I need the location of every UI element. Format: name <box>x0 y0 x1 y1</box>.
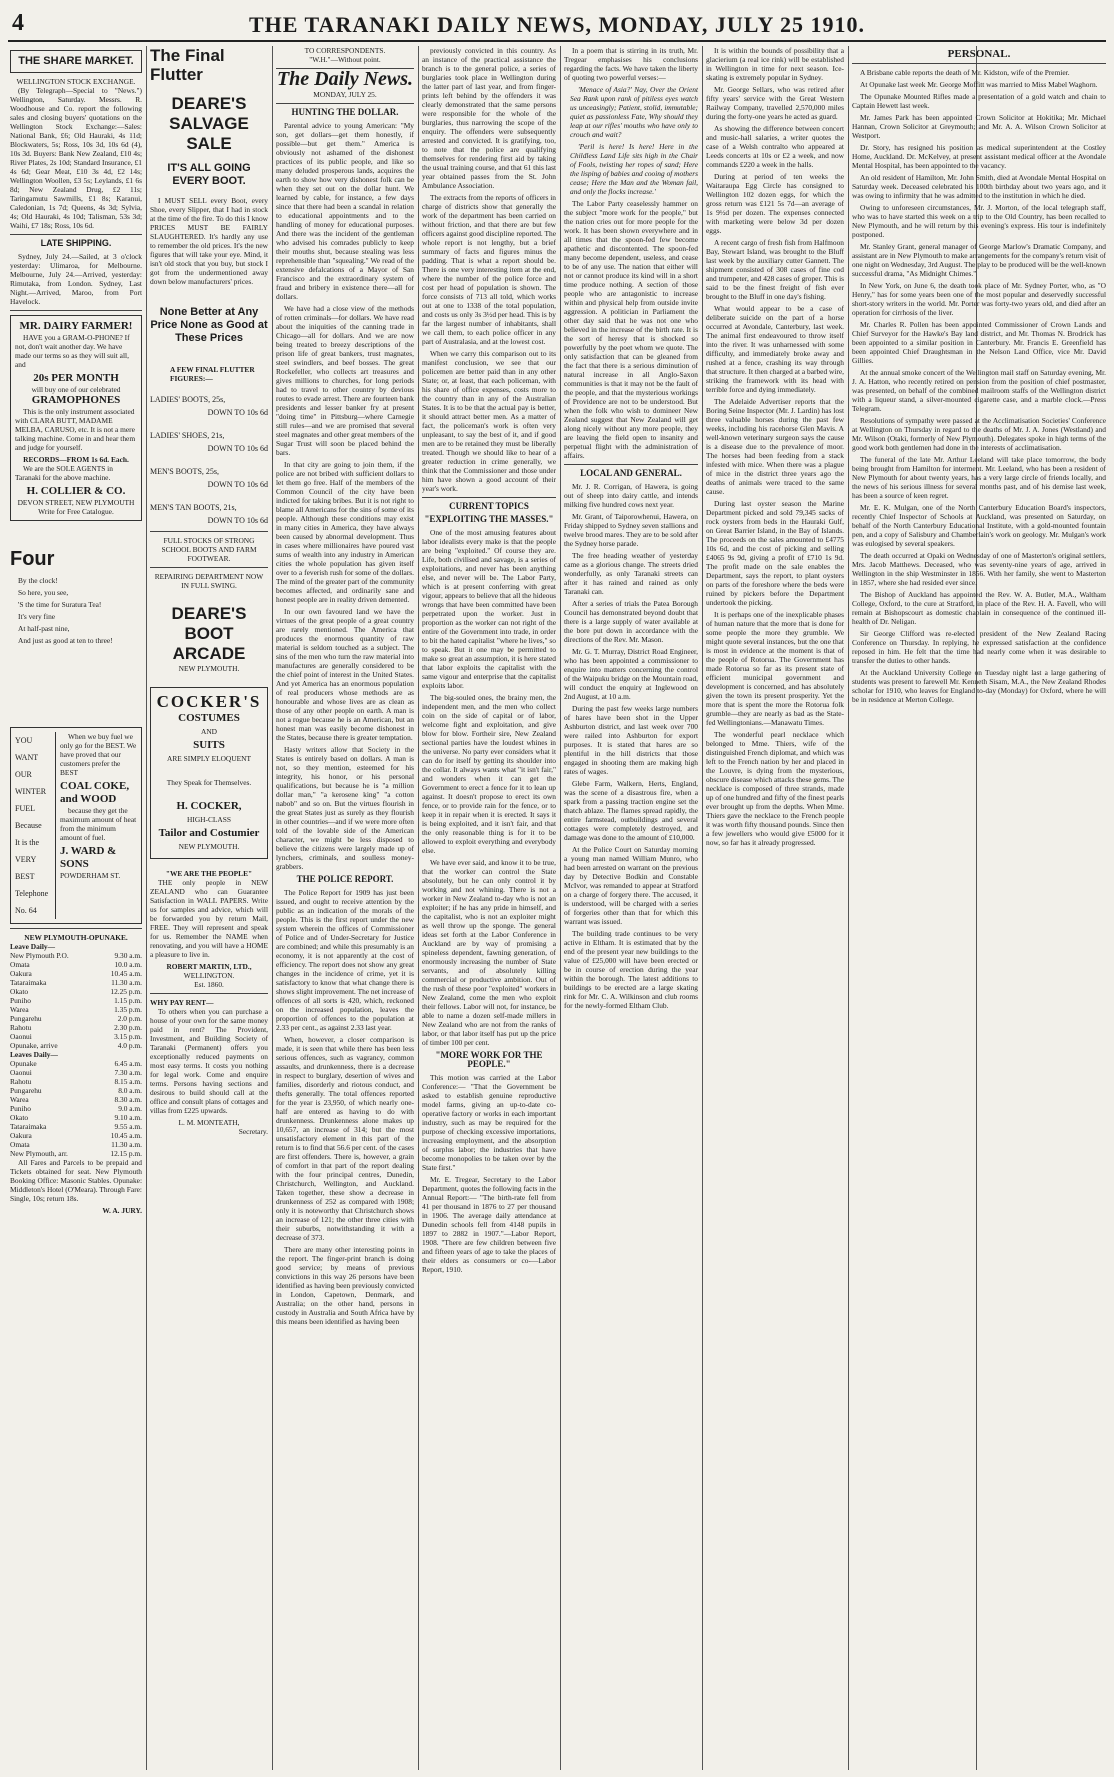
timetable-time: 1.35 p.m. <box>114 1005 142 1014</box>
column-rule <box>702 46 703 1770</box>
late-shipping-text: Sydney, July 24.—Sailed, at 3 o'clock yesterday: Ulimaroa, for Melbourne. Melbourne, July 24.—Arrived, yesterday: Rimutaka, from London. Sydney, Last Night.—Arrived, Maroo, from Port Havelock. <box>10 252 142 306</box>
dairy-text-2: will buy one of our celebrated <box>31 385 121 394</box>
fuel-word: VERY <box>15 855 37 864</box>
timetable-stop: Okato <box>10 987 29 996</box>
news-item: Owing to unforeseen circumstances, Mr. J. Morton, of the local telegraph staff, who was to have started this week on a trip to the Old Country, has been recalled to New Plymouth, and he will return by this evening's express. His tour is indefinitely postponed. <box>852 203 1106 239</box>
four-verse <box>18 575 142 647</box>
personal-heading: PERSONAL. <box>947 48 1011 60</box>
article-paragraph: The Labor Party ceaselessly hammer on the subject "more work for the people," but the nation cries out for more people for the work. It has been shown everywhere and in all times that the spoon-fed few become apathetic and discontented. The spoon-fed many become dependent, useless, and cease to be of any use. The nation that either will not or cannot produce its kind will in a short time produce nothing. A section of those people who are antagonistic to increase within and physical help from outside invite aggression. A politician in Parliament the other day said that he was not one who believed in the increase of the birth rate. It is the sort of heresy that is shocked so powerfully by the poet whom we quote. The only satisfaction that can be gleaned from the fact that there is a serious diminution of natural increase in all Anglo-Saxon communities is that it may not be the fault of the people, and that the mysterious workings of Providence are not to be understood. But when the folk who wish to domineer New Zealand suggest that New Zealand will get along nicely without any more people, they are leaving the field open to insanity and perpetual flight with the administration of affairs. <box>564 199 698 460</box>
timetable-stop: Puniho <box>10 1104 31 1113</box>
hunting-heading: HUNTING THE DOLLAR. <box>291 107 399 117</box>
four-heading: Four <box>10 548 55 570</box>
fuel-right-panel <box>60 732 137 919</box>
news-item: Resolutions of sympathy were passed at the Acclimatisation Societies' Conference at Wellington on Thursday in regard to the deaths of Mr. J. A. Jones (Westland) and Mr. Wilson (Otaki, formerly of New Plymouth). Delegates spoke in high terms of the good work both gentlemen had done in the interests of acclimatisation. <box>852 416 1106 452</box>
correspondents-heading: TO CORRESPONDENTS. <box>304 46 386 55</box>
timetable-time: 1.15 p.m. <box>114 996 142 1005</box>
dairy-text-3: This is the only instrument associated with CLARA BUTT, MADAME MELBA, CARUSO, etc. It is not a mere talking machine. Come in and hear them and judge for yourself. <box>15 407 136 452</box>
article-paragraph: We have had a close view of the methods of rotten criminals—for dollars. We have read about the iniquities of the canning trade in Chicago—all for dollars. And we are now being treated to breezy descriptions of the prison life of great bankers, trust magnates, steel swindlers, and beef bosses. The great Rockefeller, who collects art treasures and gives millions to churches, for long periods had to travel to other country by devious routes to evade arrest. There are fourteen bank presidents and lesser banker fry at present "doing time" in Pittsburg—where Carnegie still rules—and we are promised that several steel magnates and other great members of the Sugar Trust will soon be placed behind the bars. <box>276 304 414 457</box>
timetable-outbound <box>10 951 142 1050</box>
timetable-time: 2.0 p.m. <box>117 1014 142 1023</box>
timetable-stop: Pungarehu <box>10 1086 42 1095</box>
column-7 <box>852 46 1106 1770</box>
news-item: Mr. Charles R. Pollen has been appointed Commissioner of Crown Lands and Chief Surveyor for the Hawke's Bay land district, and Mr. Thomas N. Brodrick has been appointed to a similar position in Canterbury. Mr. Francis E. Greenfield has been appointed Chief Draughtsman in the Nelson Land Office, vice Mr. David Gillies. <box>852 320 1106 365</box>
news-item: An old resident of Hamilton, Mr. John Smith, died at Avondale Mental Hospital on Saturday week. Deceased celebrated his 100th birthday about two years ago, and it was owing to infirmity that he was admitted to the institution in which he died. <box>852 173 1106 200</box>
more-work-heading: "MORE WORK FOR THE PEOPLE." <box>435 1050 543 1069</box>
column-5 <box>564 46 698 1770</box>
column-rule <box>848 46 849 1770</box>
news-item: At the Auckland University College on Tuesday night last a large gathering of students was present to farewell Mr. Kenneth Sisam, M.A., the New Zealand Rhodes scholar for 1910, who leaves for England to-day (Monday) for Oxford, where he will be in residence at Merton College. <box>852 668 1106 704</box>
timetable-time: 8.15 a.m. <box>114 1077 142 1086</box>
fuel-text-2: because they get the maximum amount of heat from the minimum amount of fuel. <box>60 806 137 842</box>
fuel-word: It is the <box>15 838 39 847</box>
verse-line: At half-past nine, <box>18 624 70 633</box>
timetable-time: 7.30 a.m. <box>114 1068 142 1077</box>
fuel-left-panel <box>15 732 56 919</box>
gramophone-ad <box>10 315 142 521</box>
timetable-stop: Rahotu <box>10 1077 32 1086</box>
arcade-location: NEW PLYMOUTH. <box>178 664 240 673</box>
page-number: 4 <box>12 10 24 36</box>
timetable-row <box>10 1059 142 1068</box>
timetable-time: 9.0 a.m. <box>118 1104 142 1113</box>
jury-signature: W. A. JURY. <box>102 1206 142 1215</box>
correspondents-text: "W.H."—Without point. <box>309 55 381 64</box>
news-item: The wonderful pearl necklace which belonged to Mme. Thiers, wife of the distinguished French diplomat, and which was left to the French nation by her and placed in the Louvre, is dying from the mysterious, obscure disease which attacks these gems. The necklace is composed of three strands, made up of one hundred and fifty of the finest pearls ever brought up from the depths. When Mme. Thiers gave the necklace to the French people it was worth fifty thousand pounds. Since then a few jewellers who would give £5000 for it now, so far has it already progressed. <box>706 730 844 847</box>
news-item: Mr. George Sellars, who was retired after fifty years' service with the Great Western Railway Company, travelled 2,570,000 miles during the forty-one years he acted as guard. <box>706 85 844 121</box>
column-4 <box>422 46 556 1770</box>
cocker-suits: SUITS <box>193 739 225 751</box>
ward-name: J. WARD & SONS <box>60 845 117 870</box>
sell-text: I MUST SELL every Boot, every Shoe, every Slipper, that I had in stock at the time of the fire. To do this I know PRICES MUST BE FAIRLY SLAUGHTERED. It's hardly any use to remember the old prices. It's the new figures that will take your eye. Mind, it isn't old stock that you buy, but stock I got from the undermentioned away down below manufacturers' prices. <box>150 196 268 286</box>
timetable-row <box>10 1068 142 1077</box>
repairing: REPAIRING DEPARTMENT NOW IN FULL SWING. <box>154 572 264 590</box>
column-2 <box>150 46 268 1770</box>
article-paragraph: When, however, a closer comparison is made, it is seen that while there has been less serious offences, such as vagrancy, common assaults, and drunkenness, there is a decrease in respect to burglary, desertion of wives and families, disorderly and riotous conduct, and thefts generally. The total offences reported for the year is 23,950, of which nearly one-half are entered as having to do with drunkenness. Drunkenness alone makes up 10,657, an increase of 314; but the most unsatisfactory element in this part of the return is to find that 56.6 per cent. of the cases are first offenders. There is, however, a grain of comfort in that part of the report dealing with the four principal centres, Dunedin, Christchurch, Wellington, and Auckland. Taken together, these show a decrease in drunkenness of 252 as compared with 1908; only it is noteworthy that Christchurch shows an increase of 121; the other three cities with their suburbs, notwithstanding it with a decrease of 373. <box>276 1035 414 1242</box>
few-figures: A FEW FINAL FLUTTER FIGURES:— <box>170 365 255 383</box>
fuel-ad <box>10 727 142 924</box>
fuel-word: Because <box>15 821 42 830</box>
timetable-time: 3.15 p.m. <box>114 1032 142 1041</box>
timetable-stop: Oaonui <box>10 1068 32 1077</box>
news-item: At Opunake last week Mr. George Moffitt was married to Miss Mabel Waghorn. <box>860 80 1098 89</box>
edition-date: MONDAY, JULY 25. <box>313 90 377 99</box>
timetable-row <box>10 1149 142 1158</box>
timetable-row <box>10 1014 142 1023</box>
news-item: During the past few weeks large numbers of hares have been shot in the Upper Ashburton district, and last week over 700 were railed into Ashburton for export purposes. It is stated that hares are so plentiful in the hill districts that those engaged in shooting them are making high rates of wages. <box>564 704 698 776</box>
ward-address: POWDERHAM ST. <box>60 871 121 880</box>
article-paragraph: This motion was carried at the Labor Conference:— "That the Government be asked to establish genuine reproductive model farms, giving an up-to-date co-operative factory or works in each important industry, such as may be required for the purpose of checking excessive importations, increasing employment, and the absorption of surplus labor; the industries that have become monopolies to be taken over by the State first." <box>422 1073 556 1172</box>
cocker-name: H. COCKER, <box>176 800 242 812</box>
fuel-word: No. 64 <box>15 906 37 915</box>
timetable-time: 11.30 a.m. <box>111 1140 142 1149</box>
column-rule <box>418 46 419 1770</box>
collier-catalogue: Write for Free Catalogue. <box>38 507 114 516</box>
martin-name: ROBERT MARTIN, LTD., <box>166 962 252 971</box>
cocker-eloquent: ARE SIMPLY ELOQUENT <box>167 754 251 763</box>
timetable-stop: Okato <box>10 1113 29 1122</box>
news-item: After a series of trials the Patea Borough Council has demonstrated beyond doubt that there is a large supply of water available at the bore put down in accordance with the directions of the Rev. Mr. Mason. <box>564 599 698 644</box>
verse-line: By the clock! <box>18 576 58 585</box>
fuel-word: Telephone <box>15 889 49 898</box>
timetable-row <box>10 1041 142 1050</box>
price-item: MEN'S BOOTS, 25s, <box>150 467 220 476</box>
column-rule <box>272 46 273 1770</box>
news-item: The free heading weather of yesterday came as a glorious change. The streets dried wonderfully, as only Taranaki streets can after it has rained and rained as only Taranaki can. <box>564 551 698 596</box>
verse-line: So here, you see, <box>18 588 69 597</box>
timetable-time: 2.30 p.m. <box>114 1023 142 1032</box>
paper-title: The Daily News. <box>276 68 414 90</box>
timetable-stop: New Plymouth, arr. <box>10 1149 68 1158</box>
train-footer: All Fares and Parcels to be prepaid and Tickets obtained for seat. New Plymouth Booking Office: Masonic Stables. Opunake: Middleton's Hotel (O'Meara). Through Fare: Single, 10s; return 18s. <box>10 1158 142 1203</box>
poem-verse: 'Menace of Asia?' Nay, Over the Orient Sea Rank upon rank of pitiless eyes watch us unceasingly; Patient, stolid, immutable; quiet as passionless Fate, Why should they leap at our rifles' mouths who have only to crouch and wait? <box>570 85 698 139</box>
article-paragraph: The Police Report for 1909 has just been issued, and ought to receive attention by the public as an indication of the morals of the people. This is the first report under the new system wherein the offices of Commissioner of Police and of Under-Secretary for Justice are combined; and while this presumably is an economy, it is not apparently at the cost of efficiency. The report does not show any great changes in the incidence of crime, yet it is satisfactory to know that what change there is shows slight improvement. The net increase of offences of all sorts is 420, which, reckoned on the increased population, leaves the proportion of offences to the population at 2.33 per cent., as against 2.33 last year. <box>276 888 414 1032</box>
cocker-class: HIGH-CLASS <box>187 815 231 824</box>
train-leave: Leave Daily— <box>10 942 55 951</box>
timetable-stop: Oaonui <box>10 1032 32 1041</box>
article-paragraph: Parental advice to young American: "My son, get dollars—get them honestly, if possible—but get them." America is obviously not ashamed of the dishonest practices of its public people, and like so many deluded prosperous lands, acquires the earth to show how very dishonest folk can be when they set out on the dollar hunt. We learned by cable, for instance, a few days since that there had been a scandal in relation to educational appointments and to the handling of money for educational purposes. And there was the incident of the gentleman who advised his comrades publicly to keep their mouths shut, because stealing was less reprehensible than "squealing." We read of the extensive defalcations of a Mayor of San Francisco and the extraordinary system of fraud and bribery in existence there—all for dollars. <box>276 121 414 301</box>
all-going: IT'S ALL GOING EVERY BOOT. <box>167 162 251 187</box>
timetable-row <box>10 1095 142 1104</box>
train-leave-2: Leaves Daily— <box>10 1050 58 1059</box>
news-item: During at period of ten weeks the Waitaraupa Egg Circle has consigned to Wellington 102 dozen eggs, for which the gross return was £121 5s 7d—an average of 1s 9½d per dozen. The expenses connected with marketing were below 3d per dozen eggs. <box>706 172 844 235</box>
price-value: DOWN TO 10s 6d <box>207 444 268 453</box>
timetable-row <box>10 1104 142 1113</box>
timetable-stop: Tataraimaka <box>10 978 47 987</box>
price-value: DOWN TO 10s 6d <box>207 516 268 525</box>
timetable-row <box>10 960 142 969</box>
fuel-coal: COAL COKE, and WOOD <box>60 780 130 805</box>
column-1 <box>10 46 142 1770</box>
article-paragraph: There are many other interesting points in the report. The finger-print branch is doing good service; by means of previous convictions in this way 26 persons have been identified as having been previously convicted in London, Capetown, Denmark, and Australia; on the other hand, persons in custody in Australia and South Africa have by this means been identified as having been <box>276 1245 414 1326</box>
article-paragraph: The big-souled ones, the brainy men, the independent men, and the men who collect coin on the side of capital or of labor, welcome fight and exploitation, and give blow for blow. Fortheir sire, New Zealand sectional parties have the loudest whines in the universe. No party ever considers what it can do for itself by getting its shoulder into the collar. It always wants what "it isn't fair," and wonders when it can get the Government to erect a fence for it to lean up against. It doesn't propose to erect its own fence, or to provide rain for the fence, or to keep it in repair when it is erected. It says it is being exploited, and it isn't fair, and that the only reasonable thing is for it to be allowed to exploit everything and everybody else. <box>422 693 556 855</box>
timetable-time: 8.0 a.m. <box>118 1086 142 1095</box>
timetable-time: 12.15 p.m. <box>110 1149 142 1158</box>
martin-established: Est. 1860. <box>194 980 224 989</box>
rent-heading: WHY PAY RENT— <box>150 998 214 1007</box>
share-subheading: WELLINGTON STOCK EXCHANGE. <box>16 77 136 86</box>
news-item: Mr. Stanley Grant, general manager of George Marlow's Dramatic Company, and assistant are in New Plymouth to make arrangements for the company's return visit of one night on Wednesday, 3rd August. The play to be produced will be the well-known successful drama, "As Midnight Chimes." <box>852 242 1106 278</box>
timetable-row <box>10 1086 142 1095</box>
timetable-row <box>10 1032 142 1041</box>
news-item: The death occurred at Opaki on Wednesday of one of Masterton's original settlers, Mrs. Jacob Matthews. Deceased, who was seventy-nine years of age, arrived in Wellington in the ship Westminster in 1856. With her family, she went to Masterton in 1857, where she had resided ever since. <box>852 551 1106 587</box>
secretary: Secretary. <box>238 1127 268 1136</box>
news-item: A recent cargo of fresh fish from Halfmoon Bay, Stewart Island, was brought to the Bluff last week by the auxiliary cutter Gannett. The shipment consisted of 308 cases of fine cod and trumpeter, and 428 cases of groper. This is said to be the finest freight of fish ever brought to the Bluff in one day's fishing. <box>706 238 844 301</box>
sole-agents: We are the SOLE AGENTS in Taranaki for the above machine. <box>15 464 113 482</box>
local-general-heading: LOCAL AND GENERAL. <box>580 468 682 478</box>
timetable-stop: Warea <box>10 1005 29 1014</box>
masthead <box>8 10 1106 42</box>
price-value: DOWN TO 10s 6d <box>207 408 268 417</box>
price-item: LADIES' SHOES, 21s, <box>150 431 225 440</box>
news-item: At the annual smoke concert of the Wellington mail staff on Saturday evening, Mr. J. A. Hatton, who recently retired on pension from the position of chief postmaster, was presented, on behalf of the combined mailroom staffs of the Wellington district with a liqueur stand, a silver-mounted cigarette case, and a marble clock.—Press Telegram. <box>852 368 1106 413</box>
timetable-row <box>10 1005 142 1014</box>
timetable-stop: Omata <box>10 960 30 969</box>
news-item: As showing the difference between concert and music-hall salaries, a writer quotes the case of a Welsh contralto who appeared at Leeds concerts at 10s or £2 a week, and now commands £220 a week in the halls. <box>706 124 844 169</box>
article-paragraph: previously convicted in this country. As an instance of the practical assistance the branch is to the general police, a series of burglaries took place in Wellington during the latter part of last year, and from finger-prints left behind by the offenders it was clearly demonstrated that the same persons were responsible for the whole of the burglaries, thus narrowing the scope of the enquiry. The offenders were subsequently arrested and convicted. It is gratifying, too, to note that the police are qualifying themselves for rendering first aid by taking the usual training course, and that 61 this last year obtained passes from the St. John Ambulance Association. <box>422 46 556 190</box>
full-stocks: FULL STOCKS OF STRONG SCHOOL BOOTS AND FARM FOOTWEAR. <box>161 536 257 563</box>
rent-text: To others when you can purchase a house of your own for the same money paid in rent? The Provident, Investment, and Building Society of Taranaki (Permanent) offers you exceptionally reduced payments on most easy terms. It costs you nothing for legal work. Come and enquire terms. Persons having sections and desirous to build should call at the office and consult plans of cottages and villas from £225 upwards. <box>150 1007 268 1115</box>
news-item: Sir George Clifford was re-elected president of the New Zealand Racing Conference on Thursday. In replying, he expressed satisfaction at the confidence reposed in him. He felt that the time had nearly come when it was desirable to transfer the duties to other hands. <box>852 629 1106 665</box>
exploit-heading: "EXPLOITING THE MASSES." <box>424 514 554 524</box>
cocker-ad <box>150 687 268 859</box>
article-paragraph: One of the most amusing features about labor idealists every make is that the people are being "exploited." Of course they are. Life, both civilised and savage, is a series of exploitations, and never has been anything else, and never will be. The Labor Party, which is at present conferring with great vigour, appears to believe that all the hideous wrongs that have been committed have been perpetrated upon the worker. Just in proportion as the worker can not right of the entire of the Government into trade, in order to bit the hated capitalist "where he lives," so to speak. But it one may be permitted to make so great an assumption, it is here stated that labor exploits the capitalist with the same vigour and enterprise that the capitalist exploits labor. <box>422 528 556 690</box>
people-text: THE only people in NEW ZEALAND who can Guarantee Satisfaction in WALL PAPERS. Write us for samples and advice, which will be forwarded you by return Mail, FREE. They will represent and speak for us. Remember the NAME when renovating, and you will have a HOME a pleasure to live in. <box>150 878 268 959</box>
share-market-heading: THE SHARE MARKET. <box>18 55 134 67</box>
news-item: Glebe Farm, Walkern, Herts, England, was the scene of a disastrous fire, when a spark from a passing traction engine set the thatch ablaze. The flames spread rapidly, the entire farmstead, outbuildings and several cottages were completely destroyed, and damage was done to the amount of £10,000. <box>564 779 698 842</box>
article-paragraph: Mr. E. Tregear, Secretary to the Labor Department, quotes the following facts in the Annual Report:— "The birth-rate fell from 41 per thousand in 1876 to 27 per thousand in 1906. The average daily attendance at Dunedin schools fell from 4148 pupils in 1897 to 2882 in 1907."—Labor Report, 1908. "There are few children between five and fifteen years of age to take the places of their elders as consumers or co-—Labor Report, 1910. <box>422 1175 556 1274</box>
news-item: The building trade continues to be very active in Eltham. It is estimated that by the end of the present year new buildings to the value of £25,000 will have been erected or be in course of erection during the year within the borough. The latest additions to buildings to be erected are a large skating rink for Mr. C. A. Wilkinson and club rooms for the newly-formed Eltham Club. <box>564 929 698 1010</box>
dairy-text: HAVE you a GRAM-O-PHONE? If not, don't wait another day. We have made our terms so as they will suit all, and <box>15 333 130 369</box>
timetable-time: 12.25 p.m. <box>110 987 142 996</box>
timetable-row <box>10 951 142 960</box>
fuel-word: YOU <box>15 736 33 745</box>
verse-line: 'S the time for Suratura Tea! <box>18 600 102 609</box>
timetable-row <box>10 996 142 1005</box>
share-market-text: (By Telegraph—Special to "News.") Wellington, Saturday. Messrs. R. Woodhouse and Co. report the following sales and closing buyers' quotations on the Wellington Stock Exchange:—Sales: National Bank, £6; Old Hauraki, 4s 11d; Blockwaters, 5s; Ross, 10s 3d, 10s 6d (4), 10s 3d. Buyers: Bank New Zealand, £10 4s; River Plates, 2s 10d; Standard Insurance, £1 4s 6d; Gear Meat, £10 3s 4d, £2 14s; Wellington Woollen, £3 5s; Leylands, £1 6s 8d; New Zealand Drug, £2 11s; Taringamutu Sawmills, £1 8s; Karanui, Caledonian, 1s 7d; Queens, 4s 3d; Sylvia, 4s; Old Hauraki, 4s 10d; Talisman, 53s 3d; Waihi, £7 18s; Ross, 10s 6d. <box>10 86 142 230</box>
timetable-time: 10.45 a.m. <box>110 1131 142 1140</box>
fuel-word: WINTER <box>15 787 47 796</box>
timetable-row <box>10 1131 142 1140</box>
article-paragraph: In our own favoured land we have the virtues of the great people of a great country are rarely mentioned. The America that produces the enormous quantity of raw material is seldom touched as a subject. The sins of the men who turn the raw material into manufactures are generally considered to be the chief point of interest in the United States. And yet America has an enormous population of real producers whose methods are as honourable and whose lives are as clean as those of any other people on earth. A man is not a rogue because he is an American, but an honest man was easily become dishonest in the States, because there is greater temptation. <box>276 607 414 742</box>
cocker-tailor: Tailor and Costumier <box>158 827 260 839</box>
current-topics-heading: CURRENT TOPICS <box>449 501 529 511</box>
timetable-inbound <box>10 1059 142 1158</box>
timetable-stop: Warea <box>10 1095 29 1104</box>
price-list <box>150 393 268 527</box>
article-paragraph: When we carry this comparison out to its manifest conclusion, we see that our policemen are better paid than in any other State; or, at least, that each policeman, with his share of office expenses, costs more to the country than in any of the Australian States. It is to be that the actual pay is better, it should attract better men. As a matter of fact, the policeman's work is often very unpleasant, to say the best of it, and if good men are to be retained they must be liberally treated. Though we should like to hear of a greater reduction in crime generally, we think that the Commissioner and those under him have shown a good account of their year's work. <box>422 349 556 493</box>
news-item: Mr. J. R. Corrigan, of Hawera, is going out of sheep into dairy cattle, and intends milking five hundred cows next year. <box>564 482 698 509</box>
timetable-stop: Tataraimaka <box>10 1122 47 1131</box>
news-item: Mr. G. T. Murray, District Road Engineer, who has been appointed a commissioner to enquire into matters concerning the control of the Waipuku bridge on the Mountain road, will conduct the enquiry at Inglewood on 2nd August, at 10 a.m. <box>564 647 698 701</box>
fuel-word: BEST <box>15 872 35 881</box>
timetable-stop: New Plymouth P.O. <box>10 951 69 960</box>
monteath-name: L. M. MONTEATH, <box>178 1118 240 1127</box>
timetable-stop: Oakura <box>10 1131 32 1140</box>
timetable-row <box>10 987 142 996</box>
column-3 <box>276 46 414 1770</box>
deare-salvage-sale: DEARE'S SALVAGE SALE <box>169 94 249 153</box>
cocker-costumes: COSTUMES <box>178 712 240 724</box>
news-item: During last oyster season the Marine Department picked and sold 79,345 sacks of rock oysters from beds in the Hauraki Gulf, on Great Barrier Island, in the Bay of Islands. The proceeds on the sales amounted to £4775 10s 6d, and the cost of picking and selling £4065 9s 9d, giving a profit of £710 1s 9d. The profit made on the sale enables the Department, says the report, to plant oysters on parts of the foreshore where the beds were ruined by pickers before the Department undertook the picking. <box>706 499 844 607</box>
cocker-heading: COCKER'S <box>156 692 262 711</box>
timetable-time: 6.45 a.m. <box>114 1059 142 1068</box>
timetable-time: 4.0 p.m. <box>117 1041 142 1050</box>
timetable-row <box>10 1140 142 1149</box>
cocker-speak: They Speak for Themselves. <box>166 778 252 787</box>
fuel-word: FUEL <box>15 804 35 813</box>
news-item: The Adelaide Advertiser reports that the Boring Seine Inspector (Mr. J. Lardin) has lost three valuable horses during the past few weeks, including his racehorse Glen Mavis. A well-known veterinary surgeon says the cause is a disease due to the prevalence of moor. The horses had been feeding from a stack infested with mice. When there was a plague of mice in the district three years ago the deaths of animals were traced to the same cause. <box>706 397 844 496</box>
price-item: LADIES' BOOTS, 25s, <box>150 395 226 404</box>
train-heading: NEW PLYMOUTH-OPUNAKE. <box>24 933 128 942</box>
article-paragraph: We have ever said, and know it to be true, that the worker can control the State absolutely, but he can only control it by working and not whining. There is not a worker in New Zealand to-day who is not an exploiter; if he has any pride in himself, and the capitalist, who is not an exploiter might as well throw up the sponge. The general ideas set forth at the Labor Conference in Auckland are by way of promising a spineless dependent, fawning generation, of enormously increasing the number of State servants, and of absolutely killing commercial or productive ambition. Out of the rush of these poor "exploited" workers in New Zealand, come the men who exploit their fellows. Labor will not, for instance, be able to name a dozen self-made millers in New Zealand who are not from the ranks of labor, or that labor itself has put up the price of timber 100 per cent. <box>422 858 556 1047</box>
timetable-stop: Oakura <box>10 969 32 978</box>
records-price: RECORDS—FROM 1s 6d. Each. <box>23 455 129 464</box>
article-paragraph: In that city are going to join them, if the police are not bribed with sufficient dollars to let them go free. Half of the members of the Common Council of the city have been indicted for taking bribes. But it is not right to blame all Americans for the sins of some of its people. Although these conditions may exist in many cities in America, they have always been caused by abnormal development. Thus in cases where millionaires have poured vast sums of wealth into any industry in American cities the whole population has given itself over to a feverish rush for some of the dollars. The mind of the greater part of the community becomes affected, and ordinarily sane and honest people are in reality driven demented. <box>276 460 414 604</box>
people-heading: "WE ARE THE PEOPLE" <box>165 869 253 878</box>
poem-verse: 'Peril is here! Is here! Here in the Childless Land Life sits high in the Chair of Fools, twisting her ropes of sand; Here the lisping of babies and cooing of mothers cease; Here the Man and the Woman fail, and only the flocks increase.' <box>570 142 698 196</box>
masthead-title: THE TARANAKI DAILY NEWS, MONDAY, JULY 25 1910. <box>248 12 866 37</box>
timetable-time: 9.55 a.m. <box>114 1122 142 1131</box>
cocker-and: AND <box>200 727 217 736</box>
news-item: The Bishop of Auckland has appointed the Rev. W. A. Butler, M.A., Waltham College, Oxford, to the cure at Stratford, in place of the Rev. H. A. Favell, who will remain at Bishopscourt as domestic chaplain in consequence of the continued ill-health of Dr. Neligan. <box>852 590 1106 626</box>
verse-line: And just as good at ten to three! <box>18 636 113 645</box>
news-item: It is within the bounds of possibility that a glacierium (a real ice rink) will be established in Wellington in time for next season. Ice-skating is extremely popular in Sydney. <box>706 46 844 82</box>
article-paragraph: The extracts from the reports of officers in charge of districts show that generally the work of the department has been carried on without friction, and that there are but few officers against good discipline reported. The whole report is not lengthy, but a brief summary of facts and figures minus the padding. That is what a report should be. There is one very interesting item at the end, where the number of the police force and cost per head of population is shown. The force consists of 713 all told, which works out at one to 1338 of the total population, and costs us only 3s 3½d per head. This is by far the largest number of inhabitants, shall we call them, to each police officer in any part of Australasia, and at the lowest cost. <box>422 193 556 346</box>
news-item: Mr. James Park has been appointed Crown Solicitor at Hokitika; Mr. Michael Hannan, Crown Solicitor at Greymouth; and Mr. A. A. Wilson Crown Solicitor at Westport. <box>852 113 1106 140</box>
timetable-time: 9.10 a.m. <box>114 1113 142 1122</box>
news-item: What would appear to be a case of deliberate suicide on the part of a horse occurred at Avondale, Canterbury, last week. The animal first endeavoured to throw itself into the river. It was unharnessed with some difficulty, and immediately broke away and rushed at a fence, crashing its way through that structure. It then charged at a barbed wire, striking the framework with its head with terrible force and dying immediately. <box>706 304 844 394</box>
verse-line: It's very fine <box>18 612 56 621</box>
timetable-time: 10.45 a.m. <box>110 969 142 978</box>
timetable-stop: Rahotu <box>10 1023 32 1032</box>
boot-arcade: DEARE'S BOOT ARCADE <box>171 604 247 663</box>
price-item: MEN'S TAN BOOTS, 21s, <box>150 503 237 512</box>
fuel-text: When we buy fuel we only go for the BEST. We have proved that our customers prefer the BEST <box>60 732 137 777</box>
timetable-time: 10.0 a.m. <box>114 960 142 969</box>
timetable-row <box>10 1113 142 1122</box>
column-6 <box>706 46 844 1770</box>
timetable-stop: Puniho <box>10 996 31 1005</box>
news-item: Mr. E. K. Mulgan, one of the North Canterbury Education Board's inspectors, recently Chief Inspector of Schools at Auckland, was presented on Saturday, on behalf of the North Canterbury Educational Institute, with a gold-mounted fountain pen, and a copy of Salisbury and Chamberlain's work on geology. Mr. Mulgan's work was eulogised by several speakers. <box>852 503 1106 548</box>
martin-location: WELLINGTON. <box>183 971 235 980</box>
timetable-row <box>10 978 142 987</box>
dairy-price: 20s PER MONTH <box>33 372 119 384</box>
article-paragraph: In a poem that is stirring in its truth, Mr. Tregear emphasises his conclusions regarding the facts. We have taken the liberty of quoting two powerful verses:— <box>564 46 698 82</box>
timetable-row <box>10 1077 142 1086</box>
cocker-location: NEW PLYMOUTH. <box>178 842 240 851</box>
none-better: None Better at Any Price None as Good at These Prices <box>150 306 268 344</box>
timetable-stop: Opunake <box>10 1059 37 1068</box>
timetable-time: 8.30 a.m. <box>114 1095 142 1104</box>
news-item: The funeral of the late Mr. Arthur Leeland will take place tomorrow, the body being brought from Hamilton for interment. Mr. Leeland, who has been a resident of New Plymouth for about twenty years, has a very large circle of friends locally, and the news of his serious illness for several months past, and of his demise last week, has been a source of keen regret. <box>852 455 1106 500</box>
timetable-row <box>10 1122 142 1131</box>
news-item: Mr. Grant, of Taiporowhenui, Hawera, on Friday shipped to Sydney seven stallions and twelve brood mares. They are to be sold after the Sydney horse parade. <box>564 512 698 548</box>
news-item: The Opunake Mounted Rifles made a presentation of a gold watch and chain to Captain Hewett last week. <box>852 92 1106 110</box>
timetable-time: 11.30 a.m. <box>111 978 142 987</box>
collier-name: H. COLLIER & CO. <box>26 485 126 497</box>
news-item: At the Police Court on Saturday morning a young man named William Munro, who had been arrested on warrant on the previous day by Detective Bodkin and Constable McIvor, was remanded to appear at Stratford on a charge of forgery there. The accused, it is understood, will be charged with a series of forgeries other than that for which this warrant was issued. <box>564 845 698 926</box>
final-flutter: The Final Flutter <box>150 46 225 84</box>
news-item: Dr. Story, has resigned his position as medical superintendent at the Costley Home, Auckland. Dr. McKelvey, at present assistant medical officer at the Avondale Mental Hospital, has been appointed to the vacancy. <box>852 143 1106 170</box>
gramophones-label: GRAMOPHONES <box>31 394 121 406</box>
timetable-row <box>10 969 142 978</box>
price-value: DOWN TO 10s 6d <box>207 480 268 489</box>
timetable-stop: Opunake, arrive <box>10 1041 58 1050</box>
collier-address: DEVON STREET, NEW PLYMOUTH <box>17 498 135 507</box>
timetable-stop: Omata <box>10 1140 30 1149</box>
timetable-stop: Pungarehu <box>10 1014 42 1023</box>
timetable-row <box>10 1023 142 1032</box>
timetable-time: 9.30 a.m. <box>114 951 142 960</box>
news-item: A Brisbane cable reports the death of Mr. Kidston, wife of the Premier. <box>860 68 1070 77</box>
article-paragraph: Hasty writers allow that Society in the States is entirely based on dollars. A man is not, so they mention, esteemed for his integrity, his honor, or his personal qualifications, but because he is "a million dollar man," "a kerosene king" "a cotton nabob" and so on. But the virtues flourish in the great States just as surely as they flourish in other countries—and if we were more often told of the lovable side of the American character, we might be less disposed to believe the citizens were largely made up of lynchers, criminals, and soulless money-grabbers. <box>276 745 414 871</box>
column-rule <box>560 46 561 1770</box>
late-shipping-heading: LATE SHIPPING. <box>40 238 112 248</box>
dairy-farmer-heading: MR. DAIRY FARMER! <box>19 320 133 332</box>
fuel-word: OUR <box>15 770 32 779</box>
column-rule <box>146 46 147 1770</box>
news-item: It is perhaps one of the inexplicable phases of human nature that the more that is done for some people the more they grumble. We might quote several instances, but the one that is most in evidence at the moment is that of the people of Rotorua. The Government has made Rotorua so far as its present state of efficient municipal government and development is concerned, and has absolutely given the town its present prosperity. Yet the more that is spent the more the Rotorua folk grumble—they are nearly as bad as the State-fed Wellingtonians.—Manawatu Times. <box>706 610 844 727</box>
news-item: In New York, on June 6, the death took place of Mr. Sydney Porter, who, as "O Henry," has for some years been one of the most popular and deservedly successful short-story writers in the world. Mr. Porter was forty-two years old, and died after an operation for cirrhosis of the liver. <box>852 281 1106 317</box>
fuel-word: WANT <box>15 753 39 762</box>
police-heading: THE POLICE REPORT. <box>296 874 394 884</box>
